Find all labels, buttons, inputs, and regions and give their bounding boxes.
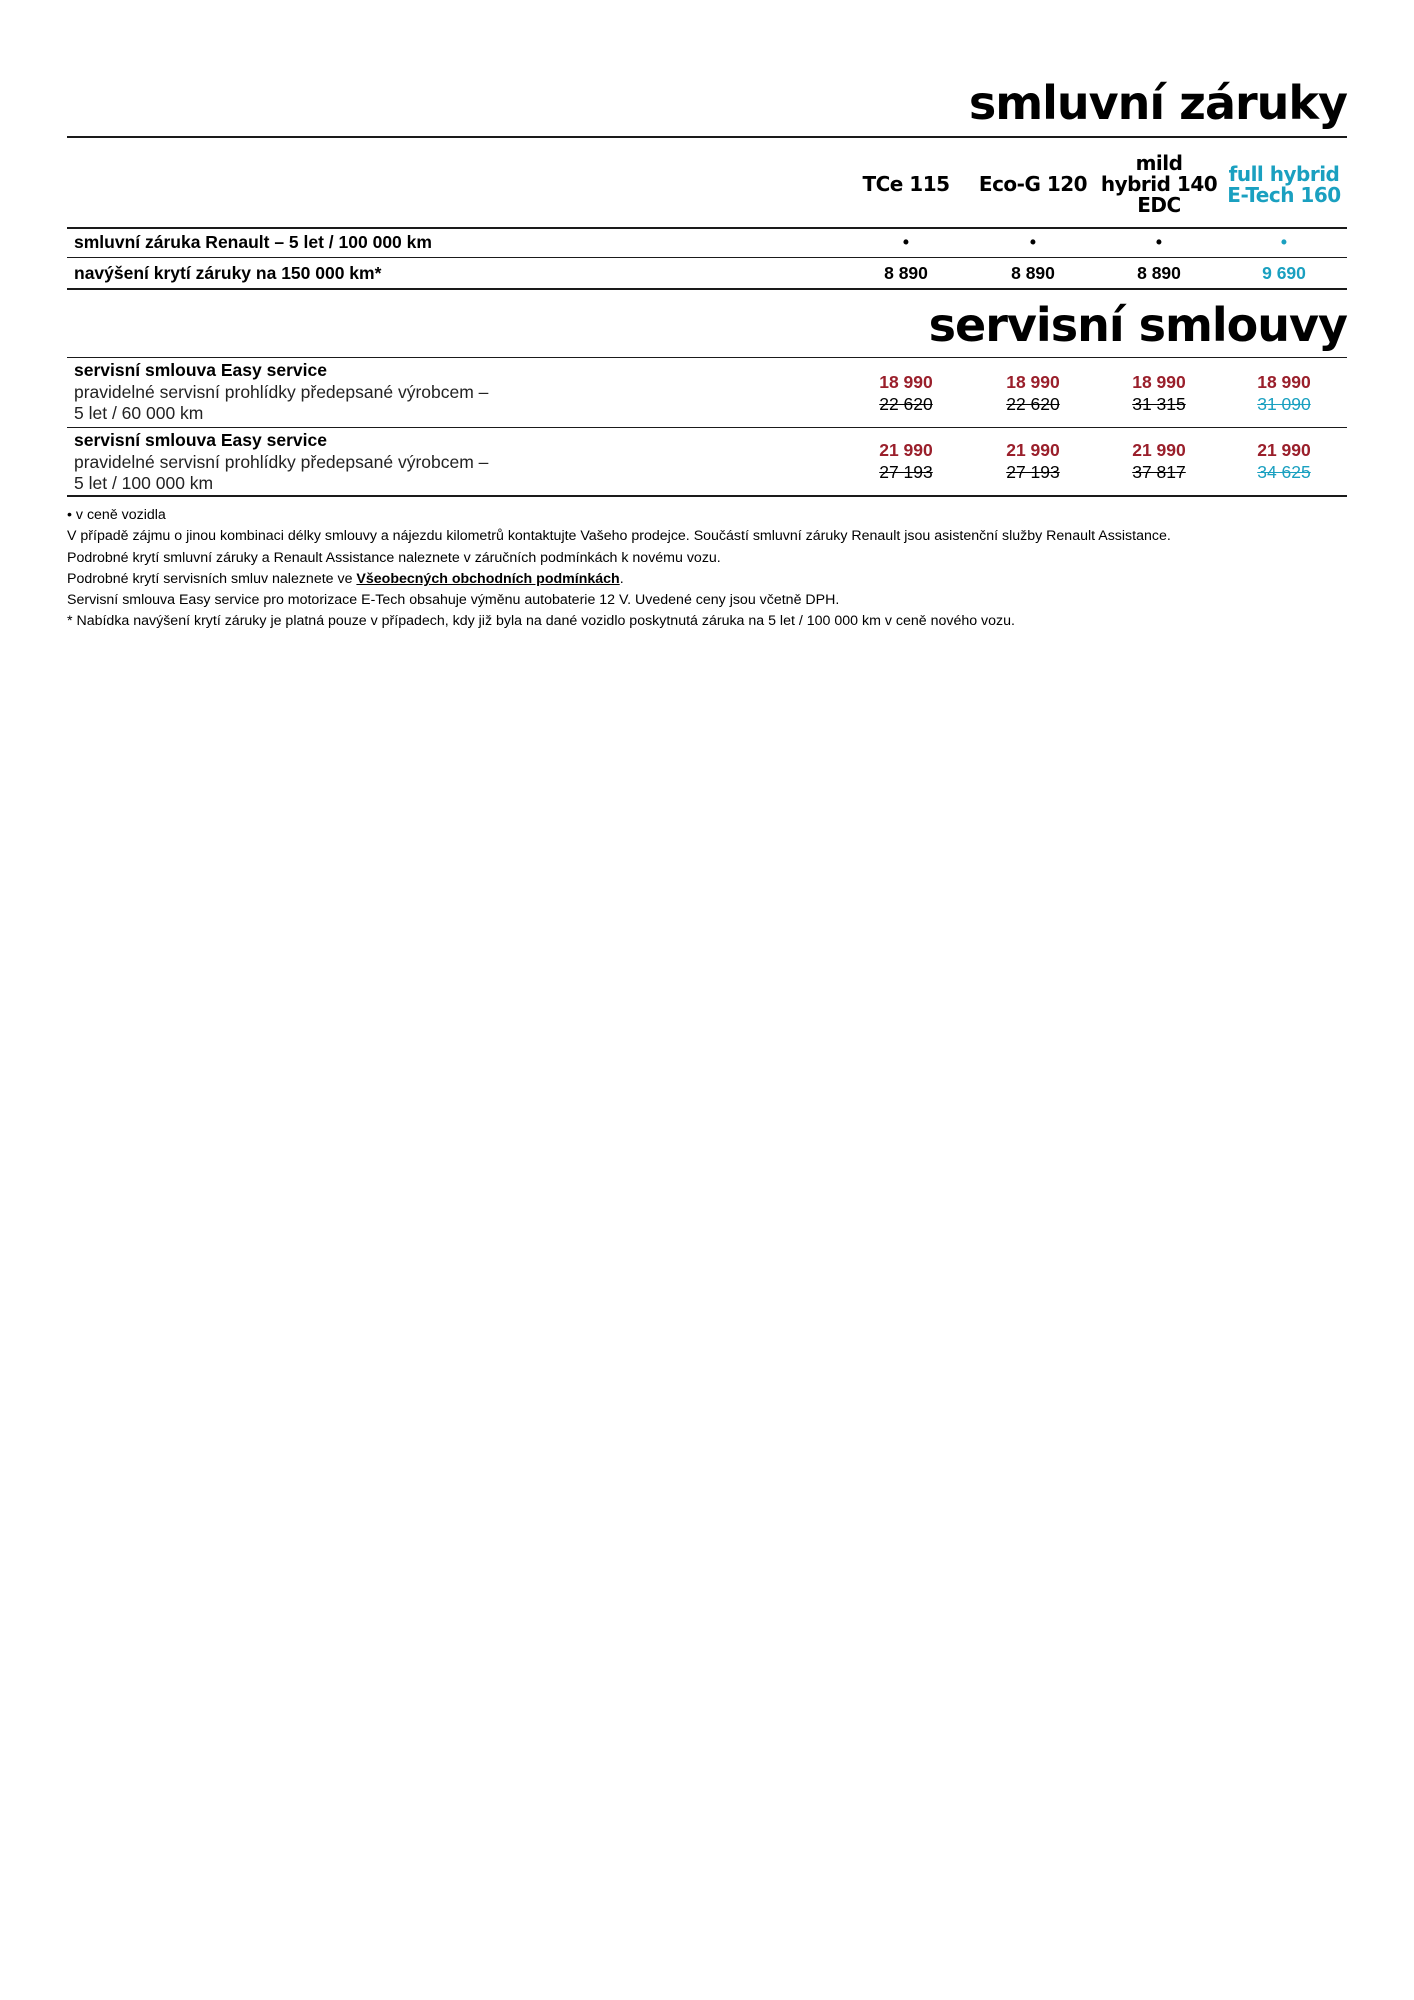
service-title: servisní smlouvy [928,298,1347,352]
divider [67,257,1347,258]
divider [67,136,1347,138]
col-header-text: mild [1135,151,1183,175]
original-price: 37 817 [1132,462,1186,482]
warranty-included-mark: • [1029,232,1037,252]
divider [67,227,1347,229]
service-row-title: servisní smlouva Easy service [74,360,327,380]
warranty-included-mark: • [1155,232,1163,252]
col-header-full-hybrid [1221,164,1347,206]
col-header-mild-hybrid [1096,153,1222,216]
original-price: 31 090 [1257,394,1311,414]
footnote-line: Podrobné krytí smluvní záruky a Renault Assistance naleznete v záručních podmínkách k novému vozu. [67,549,721,566]
col-header-text: hybrid 140 [1100,172,1218,196]
original-price: 22 620 [879,394,933,414]
service-price [843,371,969,415]
warranty-included-mark: • [1280,232,1288,252]
discounted-price: 18 990 [879,372,933,392]
service-price [970,371,1096,415]
col-header-text: TCe 115 [862,172,950,196]
col-header-text: EDC [1137,193,1181,217]
service-row-title: servisní smlouva Easy service [74,430,327,450]
divider [67,427,1347,428]
footnote-text: Podrobné krytí servisních smluv naleznete ve [67,570,357,587]
service-price [970,439,1096,483]
original-price: 31 315 [1132,394,1186,414]
terms-link[interactable]: Všeobecných obchodních podmínkách [356,570,620,587]
divider [67,288,1347,290]
warranty-price: 9 690 [1262,263,1306,283]
service-price [1096,371,1222,415]
footnote-text: . [619,570,624,587]
warranty-row-label: navýšení krytí záruky na 150 000 km* [74,263,382,283]
footnote-line: V případě zájmu o jinou kombinaci délky smlouvy a nájezdu kilometrů kontaktujte Vašeho prodejce. Součástí smluvní záruky Renault jsou asistenční služby Renault Assistance. [67,528,1171,545]
footnote-line: • v ceně vozidla [67,507,166,523]
col-header-tce115 [843,174,969,195]
warranty-price: 8 890 [1011,263,1055,283]
warranty-row-label: smluvní záruka Renault – 5 let / 100 000 km [74,232,432,252]
discounted-price: 18 990 [1132,372,1186,392]
service-price [843,439,969,483]
divider [67,495,1347,497]
discounted-price: 21 990 [1132,440,1186,460]
footnote-line: * Nabídka navýšení krytí záruky je platná pouze v případech, kdy již byla na dané vozidlo poskytnutá záruka na 5 let / 100 000 km v ceně nového vozu. [67,613,1015,630]
service-price [1096,439,1222,483]
col-header-text: Eco-G 120 [978,172,1088,196]
discounted-price: 21 990 [879,440,933,460]
footnote-line: Servisní smlouva Easy service pro motorizace E-Tech obsahuje výměnu autobaterie 12 V. Uvedené ceny jsou včetně DPH. [67,592,840,609]
footnotes [67,505,1171,633]
service-price [1221,371,1347,415]
service-row-desc: 5 let / 60 000 km [74,403,204,423]
warranty-included-mark: • [902,232,910,252]
warranty-price: 8 890 [884,263,928,283]
service-row-desc: 5 let / 100 000 km [74,473,214,493]
warranty-price: 8 890 [1137,263,1181,283]
discounted-price: 21 990 [1006,440,1060,460]
col-header-ecog120 [970,174,1096,195]
service-price [1221,439,1347,483]
discounted-price: 18 990 [1257,372,1311,392]
original-price: 22 620 [1006,394,1060,414]
col-header-text: full hybrid [1228,162,1340,186]
discounted-price: 18 990 [1006,372,1060,392]
footnote-line [67,569,1171,590]
original-price: 27 193 [1006,462,1060,482]
original-price: 34 625 [1257,462,1311,482]
service-row-desc: pravidelné servisní prohlídky předepsané výrobcem – [74,382,489,402]
service-row-desc: pravidelné servisní prohlídky předepsané výrobcem – [74,452,489,472]
warranty-title: smluvní záruky [968,76,1347,130]
col-header-text: E-Tech 160 [1227,183,1341,207]
divider [67,357,1347,358]
original-price: 27 193 [879,462,933,482]
discounted-price: 21 990 [1257,440,1311,460]
